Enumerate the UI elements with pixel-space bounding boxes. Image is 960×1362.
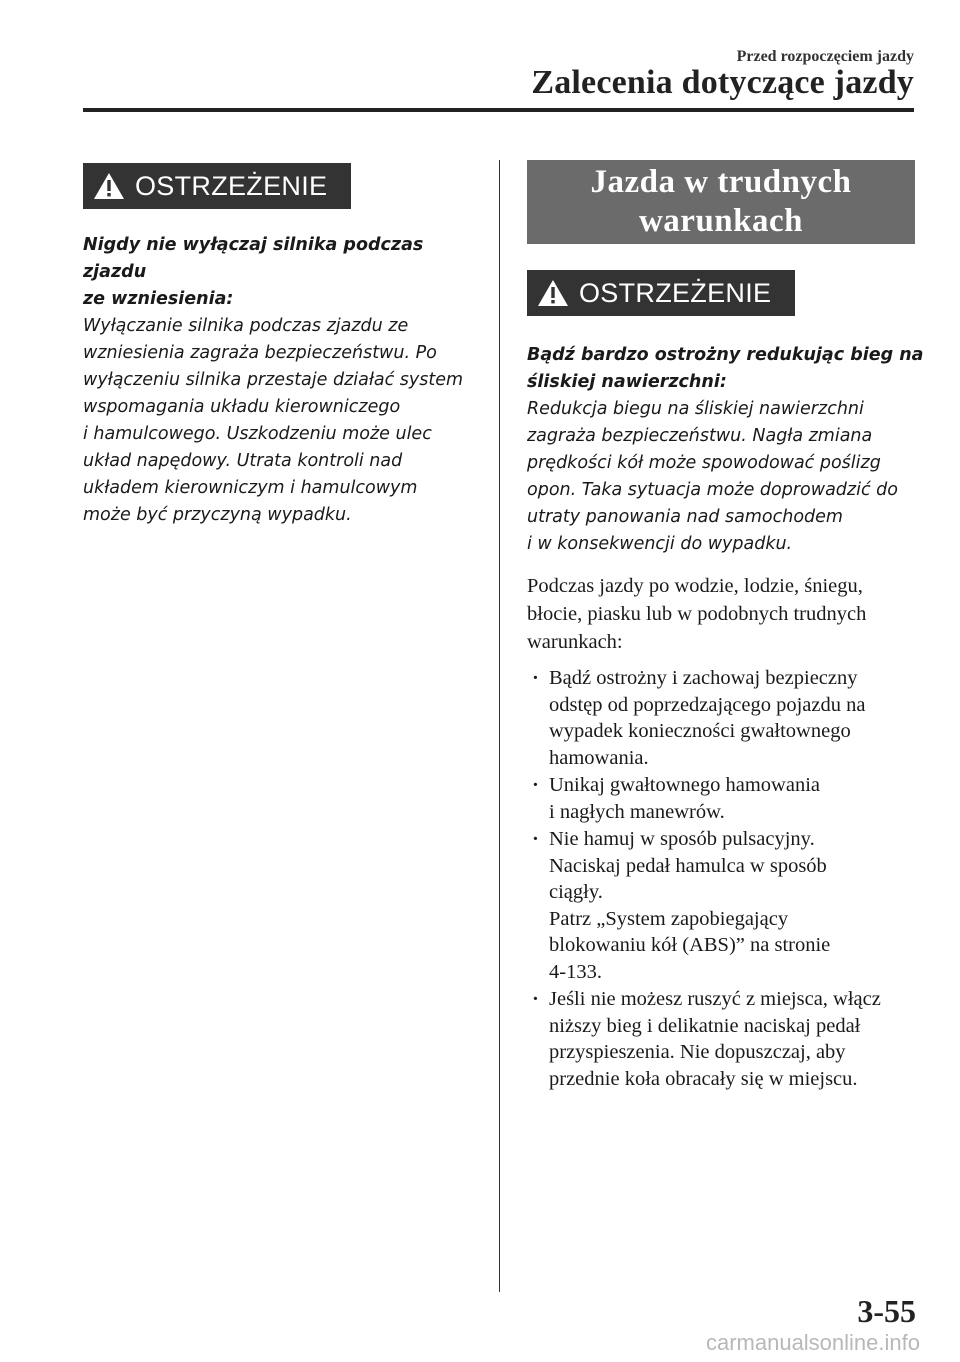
- intro-paragraph: Podczas jazdy po wodzie, lodzie, śniegu, błocie, piasku lub w podobnych trudnych warunkach:: [527, 575, 867, 653]
- section-title-line2: warunkach: [638, 203, 804, 239]
- section-title-box: [527, 160, 915, 244]
- header-section-label: Przed rozpoczęciem jazdy: [736, 48, 914, 65]
- warning-label: OSTRZEŻENIE: [135, 170, 328, 201]
- warning-banner-right: [527, 270, 795, 316]
- section-title-line1: Jazda w trudnych: [590, 164, 852, 200]
- header-rule: [83, 108, 914, 112]
- warning-body: Redukcja biegu na śliskiej nawierzchni zagraża bezpieczeństwu. Nagła zmiana prędkości kół może spowodować poślizg opon. Taka sytuacja może doprowadzić do utraty panowania nad samochodem i w konsekwencji do wypadku.: [527, 399, 898, 554]
- list-item: · Bądź ostrożny i zachowaj bezpieczny odstęp od poprzedzającego pojazdu na wypadek konieczności gwałtownego hamowania.: [532, 665, 932, 771]
- list-item: · Nie hamuj w sposób pulsacyjny. Naciskaj pedał hamulca w sposób ciągły. Patrz „System zapobiegający blokowaniu kół (ABS)” na stronie 4-133.: [532, 826, 932, 985]
- warning-heading: Bądź bardzo ostrożny redukując bieg na śliskiej nawierzchni:: [527, 345, 924, 392]
- warning-triangle-icon: [537, 279, 569, 307]
- warning-text-right: [527, 342, 927, 558]
- warning-body: Wyłączanie silnika podczas zjazdu ze wzniesienia zagraża bezpieczeństwu. Po wyłączeniu silnika przestaje działać system wspomagania układu kierowniczego i hamulcowego. Uszkodzeniu może ulec układ napędowy. Utrata kontroli nad układem kierowniczym i hamulcowym może być przyczyną wypadku.: [83, 316, 464, 525]
- warning-text-left: [83, 232, 483, 529]
- watermark: carmanualsonline.info: [705, 1330, 920, 1355]
- list-item: · Jeśli nie możesz ruszyć z miejsca, włącz niższy bieg i delikatnie naciskaj pedał przyspieszenia. Nie dopuszczaj, aby przednie koła obracały się w miejscu.: [532, 986, 932, 1092]
- warning-label: OSTRZEŻENIE: [579, 277, 772, 308]
- warning-triangle-icon: [93, 172, 125, 200]
- conditions-list: [532, 665, 932, 1093]
- list-item: · Unikaj gwałtownego hamowania i nagłych manewrów.: [532, 772, 932, 825]
- warning-banner-left: [83, 163, 351, 209]
- column-divider: [499, 160, 500, 1292]
- page-title: Zalecenia dotyczące jazdy: [531, 64, 914, 101]
- warning-heading: Nigdy nie wyłączaj silnika podczas zjazdu ze wzniesienia:: [83, 235, 424, 309]
- page-number: 3-55: [857, 1293, 916, 1329]
